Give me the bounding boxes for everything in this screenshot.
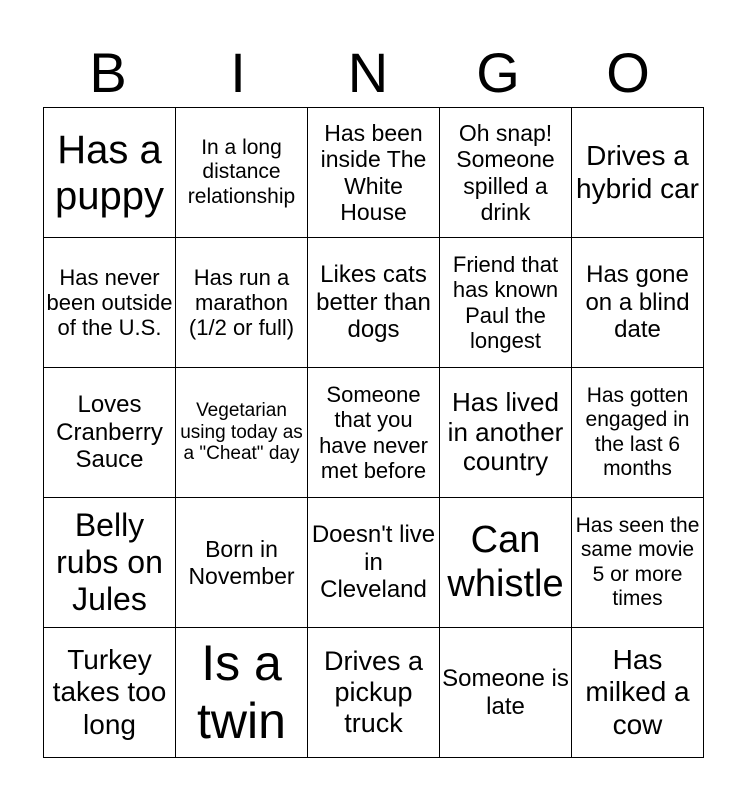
bingo-cell: Has never been outside of the U.S. — [44, 238, 176, 368]
bingo-cell: Turkey takes too long — [44, 628, 176, 758]
board-row — [44, 368, 704, 498]
header-letter-i: I — [230, 41, 246, 104]
bingo-cell: Loves Cranberry Sauce — [44, 368, 176, 498]
bingo-cell: In a long distance relationship — [176, 108, 308, 238]
bingo-header — [43, 40, 693, 106]
bingo-cell: Doesn't live in Cleveland — [308, 498, 440, 628]
board-row — [44, 498, 704, 628]
bingo-cell: Belly rubs on Jules — [44, 498, 176, 628]
bingo-cell: Has milked a cow — [572, 628, 704, 758]
bingo-cell: Has been inside The White House — [308, 108, 440, 238]
bingo-board — [43, 107, 704, 758]
header-letter-b: B — [89, 41, 127, 104]
bingo-cell: Born in November — [176, 498, 308, 628]
bingo-cell: Friend that has known Paul the longest — [440, 238, 572, 368]
bingo-cell: Has gotten engaged in the last 6 months — [572, 368, 704, 498]
board-row — [44, 238, 704, 368]
bingo-cell: Drives a pickup truck — [308, 628, 440, 758]
board-row — [44, 628, 704, 758]
bingo-cell: Vegetarian using today as a "Cheat" day — [176, 368, 308, 498]
bingo-cell: Someone is late — [440, 628, 572, 758]
header-letter-o: O — [606, 41, 650, 104]
bingo-cell: Has a puppy — [44, 108, 176, 238]
bingo-cell: Likes cats better than dogs — [308, 238, 440, 368]
bingo-cell: Is a twin — [176, 628, 308, 758]
bingo-cell: Someone that you have never met before — [308, 368, 440, 498]
header-letter-n: N — [347, 41, 389, 104]
bingo-cell: Drives a hybrid car — [572, 108, 704, 238]
bingo-cell: Can whistle — [440, 498, 572, 628]
bingo-cell: Has lived in another country — [440, 368, 572, 498]
bingo-cell: Has seen the same movie 5 or more times — [572, 498, 704, 628]
bingo-cell: Has run a marathon (1/2 or full) — [176, 238, 308, 368]
board-row — [44, 108, 704, 238]
bingo-cell: Oh snap! Someone spilled a drink — [440, 108, 572, 238]
bingo-cell: Has gone on a blind date — [572, 238, 704, 368]
header-letter-g: G — [476, 41, 520, 104]
